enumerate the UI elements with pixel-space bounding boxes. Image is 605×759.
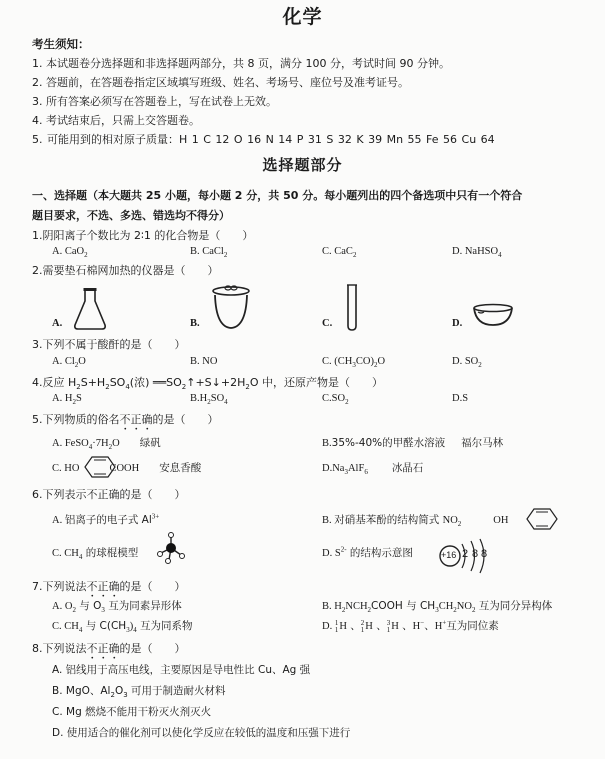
isotope-1-notation: 1 1 [334,618,339,634]
q3-option-d[interactable]: D. $SO_2$ [452,356,482,370]
exam-title: 化学 [282,6,323,28]
shell-2-count: 8 [472,548,479,560]
q4-option-a[interactable]: A. $H_2S$ [52,393,82,407]
section-instruction-line1: 一、选择题（本大题共 25 小题，每小题 2 分，共 50 分。每小题列出的四个备选项中只有一个符合 [32,189,523,202]
q4-option-d[interactable]: D.S [452,393,469,404]
notice-item-4: 4. 考试结束后，只需上交答题卷。 [32,114,200,127]
crucible-icon [210,283,252,331]
notice-item-2: 2. 答题前，在答题卷指定区域填写班级、姓名、考场号、座位号及准考证号。 [32,76,409,89]
question-8-stem: 8.下列说法不正确的是（ ） [32,642,186,655]
question-1-stem: 1.阴阳离子个数比为 2∶1 的化合物是（ ） [32,229,254,242]
q5-option-a[interactable]: A. $FeSO_4\cdot 7H_2O$ 绿矾 [52,437,161,452]
q4-option-b[interactable]: $B.H_2SO_4$ [190,393,228,407]
benzene-ring-icon [526,507,558,531]
q1-option-d[interactable]: D. NaHSO$_4$ [452,246,502,260]
q6-option-b[interactable]: B. 对硝基苯酚的结构简式 $NO_2$ OH [322,514,509,529]
q5-option-c[interactable]: C. HO COOH 安息香酸 [52,462,202,474]
q8-option-c[interactable]: C. Mg 燃烧不能用干粉灭火剂灭火 [52,706,212,718]
question-2-stem: 2.需要垫石棉网加热的仪器是（ ） [32,264,219,277]
q5-option-d[interactable]: $D.Na_3AlF_6$ 冰晶石 [322,462,424,477]
q6-option-c[interactable]: C. $CH_4$ 的球棍模型 [52,547,139,562]
section-instruction-line2: 题目要求，不选、多选、错选均不得分） [32,209,230,222]
notice-heading: 考生须知： [32,37,90,51]
q8-option-b[interactable]: B. MgO、$Al_2O_3$ 可用于制造耐火材料 [52,685,226,700]
emphasis-text: 不正确 [86,580,120,593]
question-4-stem: 4.反应 $H_2S+H_2SO_4$(浓) $══SO_2↑+S↓+2H_2O$ 中，还原产物是（ ） [32,376,383,392]
ball-and-stick-model-icon [156,532,186,564]
question-3-stem: 3.下列不属于酸酐的是（ ） [32,338,186,351]
notice-item-1: 1. 本试题卷分选择题和非选择题两部分，共 8 页，满分 100 分，考试时间 90 分钟。 [32,57,450,70]
q1-option-b[interactable]: B. CaCl$_2$ [190,246,228,260]
q4-option-c[interactable]: $C.SO_2$ [322,393,349,407]
section-title: 选择题部分 [262,156,343,174]
isotope-3-notation: 3 1 [386,618,391,634]
test-tube-icon [346,284,358,332]
isotope-2-notation: 2 1 [360,618,365,634]
q3-option-a[interactable]: A. $Cl_2O$ [52,356,86,370]
question-7-stem: 7.下列说法不正确的是（ ） [32,580,186,593]
conical-flask-icon [72,287,108,331]
q2-option-c[interactable]: C. [322,318,333,329]
q6-option-d[interactable]: D. $S^{2-}$ 的结构示意图 [322,545,413,559]
q5-option-b[interactable]: B.35%-40%的甲醛水溶液 福尔马林 [322,437,504,449]
q1-option-a[interactable]: A. CaO$_2$ [52,246,88,260]
emphasis-text: 不正确 [119,413,153,426]
question-5-stem: 5.下列物质的俗名不正确的是（ ） [32,413,219,426]
q1-option-c[interactable]: C. CaC$_2$ [322,246,357,260]
emphasis-text: 不正确 [86,642,120,655]
q2-option-b[interactable]: B. [190,318,200,329]
q7-option-d[interactable]: D. 1 1H 、2 1H 、3 1H 、H−、H+互为同位素 [322,618,499,634]
q3-option-b[interactable]: B. NO [190,356,218,367]
q7-option-a[interactable]: A. $O_2$ 与 $O_3$ 互为同素异形体 [52,600,182,615]
q6-option-a[interactable]: A. 铝离子的电子式 $Al^{3+}$ [52,512,160,526]
notice-item-5: 5. 可能用到的相对原子质量：H 1 C 12 O 16 N 14 P 31 S 32 K 39 Mn 55 Fe 56 Cu 64 [32,133,495,146]
atomic-structure-diagram [438,536,498,576]
q7-option-b[interactable]: B. $H_2NCH_2COOH$ 与 $CH_3CH_2NO_2$ 互为同分异构体 [322,600,553,615]
shell-3-count: 8 [481,548,488,560]
evaporating-dish-icon [472,303,514,327]
benzene-ring-icon [84,455,116,479]
q8-option-a[interactable]: A. 铝线用于高压电线，主要原因是导电性比 Cu、Ag 强 [52,664,311,676]
q3-option-c[interactable]: C. $(CH_3CO)_2O$ [322,356,386,370]
question-6-stem: 6.下列表示不正确的是（ ） [32,488,186,501]
shell-1-count: 2 [462,548,469,560]
q2-option-d[interactable]: D. [452,318,463,329]
q8-option-d[interactable]: D. 使用适合的催化剂可以使化学反应在较低的温度和压强下进行 [52,727,351,739]
notice-item-3: 3. 所有答案必须写在答题卷上，写在试卷上无效。 [32,95,277,108]
nucleus-charge: +16 [441,550,457,560]
q7-option-c[interactable]: C. $CH_4$ 与 $C(CH_3)_4$ 互为同系物 [52,620,193,635]
q2-option-a[interactable]: A. [52,318,63,329]
